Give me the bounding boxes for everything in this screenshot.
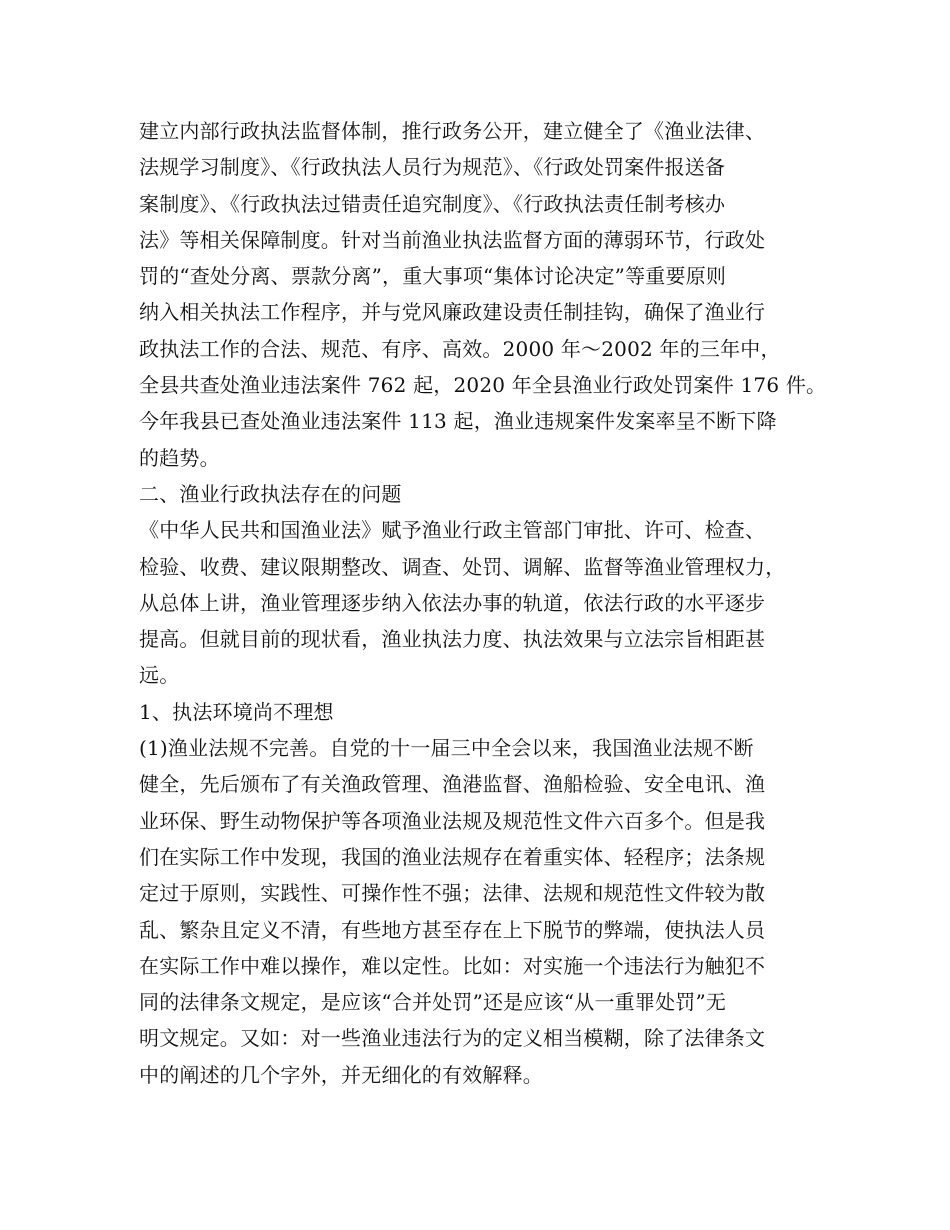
text-line: 建立内部行政执法监督体制，推行政务公开，建立健全了《渔业法律、 <box>139 119 766 143</box>
text-line: 远。 <box>139 663 180 688</box>
text-line: 纳入相关执法工作程序，并与党风廉政建设责任制挂钩，确保了渔业行 <box>139 300 766 325</box>
text-line: 《中华人民共和国渔业法》赋予渔业行政主管部门审批、许可、检查、 <box>139 518 766 543</box>
text-line: 健全，先后颁布了有关渔政管理、渔港监督、渔船检验、安全电讯、渔 <box>139 772 766 797</box>
text-line: 明文规定。又如：对一些渔业违法行为的定义相当模糊，除了法律条文 <box>139 1026 766 1051</box>
text-line: 同的法律条文规定，是应该“合并处罚”还是应该“从一重罪处罚”无 <box>139 990 727 1015</box>
text-line: 提高。但就目前的现状看，渔业执法力度、执法效果与立法宗旨相距甚 <box>139 627 766 652</box>
text-line: 从总体上讲，渔业管理逐步纳入依法办事的轨道，依法行政的水平逐步 <box>139 590 766 615</box>
text-line: 案制度》、《行政执法过错责任追究制度》、《行政执法责任制考核办 <box>139 191 726 216</box>
document-body <box>139 113 839 1093</box>
text-line: 法规学习制度》、《行政执法人员行为规范》、《行政处罚案件报送备 <box>139 155 726 180</box>
text-line: 全县共查处渔业违法案件 762 起，2020 年全县渔业行政处罚案件 176 件。 <box>139 373 827 398</box>
text-line: 今年我县已查处渔业违法案件 113 起，渔业违规案件发案率呈不断下降 <box>139 409 777 434</box>
text-line: 业环保、野生动物保护等各项渔业法规及规范性文件六百多个。但是我 <box>139 808 766 833</box>
text-line: 政执法工作的合法、规范、有序、高效。2000 年～2002 年的三年中， <box>139 336 781 361</box>
text-line: 罚的“查处分离、票款分离”，重大事项“集体讨论决定”等重要原则 <box>139 264 727 289</box>
subsection-heading: 1、执法环境尚不理想 <box>139 699 334 724</box>
section-heading: 二、渔业行政执法存在的问题 <box>139 481 402 506</box>
text-line: 们在实际工作中发现，我国的渔业法规存在着重实体、轻程序；法条规 <box>139 844 766 869</box>
text-line: 定过于原则，实践性、可操作性不强；法律、法规和规范性文件较为散 <box>139 881 766 906</box>
text-line: 乱、繁杂且定义不清，有些地方甚至存在上下脱节的弊端，使执法人员 <box>139 917 766 942</box>
text-line: (1)渔业法规不完善。自党的十一届三中全会以来，我国渔业法规不断 <box>139 736 754 761</box>
text-line: 在实际工作中难以操作，难以定性。比如：对实施一个违法行为触犯不 <box>139 953 766 978</box>
text-line: 检验、收费、建议限期整改、调查、处罚、调解、监督等渔业管理权力， <box>139 554 786 579</box>
text-line: 中的阐述的几个字外，并无细化的有效解释。 <box>139 1062 543 1087</box>
text-line: 的趋势。 <box>139 445 220 470</box>
text-line: 法》等相关保障制度。针对当前渔业执法监督方面的薄弱环节，行政处 <box>139 227 766 252</box>
